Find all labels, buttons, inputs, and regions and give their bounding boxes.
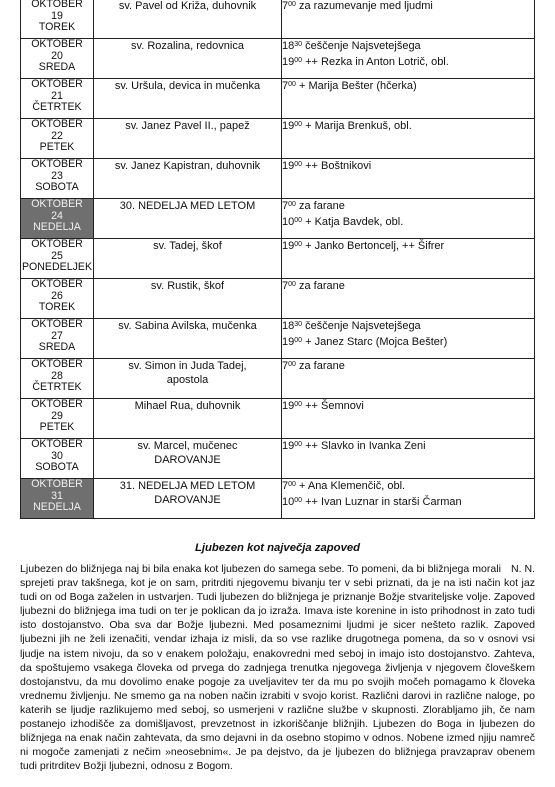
liturgical-day-line: Mihael Rua, duhovnik [134, 400, 241, 412]
mass-intention [282, 279, 534, 295]
schedule-row [21, 479, 535, 519]
liturgical-day-cell [94, 319, 282, 359]
mass-intention-text: za farane [298, 360, 345, 372]
schedule-row [21, 359, 535, 399]
mass-hour: 19 [282, 120, 295, 132]
liturgical-day-line: 30. NEDELJA MED LETOM [119, 200, 256, 212]
mass-intentions-cell [282, 439, 535, 479]
mass-minutes: 00 [288, 201, 296, 208]
date-day: 22 [51, 129, 63, 142]
date-day: 20 [51, 49, 63, 62]
date-weekday: SOBOTA [35, 461, 79, 474]
schedule-row [21, 239, 535, 279]
liturgical-day-line: sv. Janez Kapistran, duhovnik [114, 160, 261, 172]
article-body [20, 562, 535, 773]
mass-intention-text: ++ Rezka in Anton Lotrič, obl. [305, 55, 449, 68]
mass-minutes: 00 [294, 216, 303, 224]
mass-minutes: 00 [294, 241, 303, 248]
mass-intentions-cell [282, 119, 535, 159]
mass-minutes: 00 [288, 481, 296, 488]
mass-hour: 18 [282, 320, 295, 332]
mass-intentions-cell [282, 359, 535, 399]
schedule-row [21, 399, 535, 439]
date-cell [21, 319, 94, 359]
liturgical-day-line: sv. Simon in Juda Tadej, [128, 360, 247, 372]
liturgical-day-cell [94, 479, 282, 519]
date-weekday: ČETRTEK [32, 101, 82, 114]
mass-minutes: 00 [288, 1, 296, 8]
liturgical-day-cell [94, 359, 282, 399]
mass-minutes: 00 [294, 161, 303, 168]
schedule-row [21, 439, 535, 479]
date-weekday: NEDELJA [33, 501, 81, 514]
mass-minutes: 30 [294, 321, 303, 328]
liturgical-day-line: sv. Tadej, škof [153, 240, 222, 252]
mass-intentions-cell [282, 79, 535, 119]
liturgical-day-line: sv. Rozalina, redovnica [131, 40, 244, 52]
mass-intention [282, 199, 534, 215]
date-month: OKTOBER [31, 118, 83, 130]
mass-intention-text: za farane [298, 200, 345, 212]
date-month: OKTOBER [31, 78, 83, 90]
mass-intention-text: češčenje Najsvetejšega [305, 320, 421, 332]
date-month: OKTOBER [31, 478, 83, 490]
mass-intention [282, 119, 534, 135]
date-day: 25 [51, 249, 63, 262]
mass-minutes: 00 [288, 361, 296, 368]
date-day: 30 [51, 449, 63, 462]
mass-minutes: 00 [294, 496, 303, 504]
schedule-row [21, 39, 535, 79]
mass-hour: 18 [282, 40, 295, 52]
liturgical-day-line: sv. Uršula, devica in mučenka [114, 80, 261, 92]
date-day: 26 [51, 289, 63, 302]
mass-intentions-cell [282, 479, 535, 519]
mass-intention-text: ++ Ivan Luznar in starši Čarman [305, 495, 462, 508]
date-month: OKTOBER [31, 318, 83, 330]
date-cell [21, 159, 94, 199]
mass-minutes: 30 [294, 41, 303, 48]
mass-intentions-cell [282, 399, 535, 439]
mass-hour: 7 [282, 200, 289, 212]
date-cell [21, 79, 94, 119]
liturgical-day-cell [94, 0, 282, 39]
date-weekday: PONEDELJEK [21, 261, 93, 274]
mass-intention [282, 359, 534, 375]
mass-hour: 10 [282, 495, 295, 508]
mass-hour: 7 [282, 0, 289, 12]
date-weekday: TOREK [38, 21, 76, 34]
mass-minutes: 00 [294, 56, 303, 64]
article-signature: N. N. [510, 563, 535, 575]
mass-schedule-table [20, 0, 535, 519]
date-cell [21, 199, 94, 239]
mass-intention-text: češčenje Najsvetejšega [305, 40, 421, 52]
mass-hour: 19 [282, 335, 295, 348]
liturgical-day-cell [94, 239, 282, 279]
date-month: OKTOBER [31, 38, 83, 50]
date-month: OKTOBER [31, 278, 83, 290]
mass-intentions-cell [282, 199, 535, 239]
date-cell [21, 399, 94, 439]
mass-intentions-cell [282, 159, 535, 199]
mass-intention-text: ++ Boštnikovi [305, 160, 372, 172]
mass-intention [282, 319, 534, 335]
mass-intention-text: + Katja Bavdek, obl. [305, 215, 404, 228]
liturgical-day-line: sv. Janez Pavel II., papež [125, 120, 250, 132]
mass-intentions-cell [282, 239, 535, 279]
date-month: OKTOBER [31, 158, 83, 170]
mass-intentions-cell [282, 279, 535, 319]
mass-intention [282, 399, 534, 415]
schedule-row [21, 319, 535, 359]
mass-minutes: 00 [288, 281, 296, 288]
mass-hour: 10 [282, 215, 295, 228]
mass-intentions-cell [282, 319, 535, 359]
liturgical-day-cell [94, 79, 282, 119]
liturgical-day-line: sv. Rustik, škof [150, 280, 225, 292]
mass-intention-text: + Janez Starc (Mojca Bešter) [305, 335, 448, 348]
liturgical-day-line: sv. Sabina Avilska, mučenka [118, 320, 257, 332]
date-weekday: SREDA [38, 341, 76, 354]
schedule-row [21, 79, 535, 119]
date-weekday: PETEK [39, 141, 75, 154]
mass-intention [282, 335, 534, 351]
date-month: OKTOBER [31, 358, 83, 370]
liturgical-day-line: sv. Pavel od Križa, duhovnik [118, 0, 257, 12]
date-weekday: ČETRTEK [32, 381, 82, 394]
mass-minutes: 00 [294, 336, 303, 344]
mass-intention-text: + Marija Bešter (hčerka) [298, 80, 417, 92]
liturgical-day-cell [94, 279, 282, 319]
mass-intention [282, 479, 534, 495]
mass-intention [282, 55, 534, 71]
mass-minutes: 00 [294, 401, 303, 408]
mass-hour: 7 [282, 80, 289, 92]
date-day: 29 [51, 409, 63, 422]
liturgical-day-cell [94, 399, 282, 439]
mass-intentions-cell [282, 39, 535, 79]
liturgical-day-cell [94, 119, 282, 159]
date-weekday: SREDA [38, 61, 76, 74]
mass-hour: 19 [282, 400, 295, 412]
date-day: 28 [51, 369, 63, 382]
liturgical-day-cell [94, 199, 282, 239]
mass-intention-text: za farane [298, 280, 345, 292]
liturgical-day-line: DAROVANJE [154, 454, 221, 466]
article-text: Ljubezen do bližnjega naj bi bila enaka kot ljubezen do samega sebe. To pomeni, da bi bližnjega morali sprejeti prav takšnega, kot je on sam, pritrditi njegovemu bivanju ter v sebi priznati, da je na isti način kot jaz tudi on od Boga zaželen in ustvarjen. Tudi ljubezen do bližnjega je priznanje Božje stvariteljske volje. Zapoved ljubezni do bližnjega ima tudi on ter je poklican da jo izraža. Imava iste korenine in isto prihodnost in zato tudi isto dostojanstvo. Oba sva dar Božje ljubezni. Med posameznimi ljudmi je sicer nešteto razlik. Zapoved ljubezni jih ne želi izenačiti, vendar izhaja iz misli, da so vse razlike drugotnega pomena, da so v osnovi vsi ljudje na istem nivoju, da so v enakem položaju, enakovredni med seboj in imajo isto dostojanstvo. Zahteva, da spoštujemo vsakega človeka od prvega do zadnjega trenutka njegovega življenja v njegovem človeškem dostojanstvu, da mu dovolimo enake pogoje za uveljavitev ter da mu po svojih močeh pomagamo k človeka vrednemu življenju. Ne smemo ga na noben način izrabiti v svojo korist. Različni darovi in različne naloge, po katerih se ljudje razlikujemo med seboj, so usmerjeni v različne službe v skupnosti. Zlorabljamo jih, če nam postanejo izhodišče za domišljavost, prevzetnost in izkoriščanje bližnjih. Ljubezen do Boga in ljubezen do bližnjega na enak način zahtevata, da smo dejavni in da osebno stopimo v odnos. Nobene izmed njiju namreč ni mogoče zamenjati z nečim »neosebnim«. Je pa dejstvo, da je ljubezen do bližnjega pravzaprav obenem tudi pritrditev Božji ljubezni, odnosu z Bogom. [20, 563, 535, 773]
date-cell [21, 439, 94, 479]
date-day: 23 [51, 169, 63, 182]
schedule-row [21, 119, 535, 159]
date-month: OKTOBER [31, 238, 83, 250]
date-weekday: SOBOTA [35, 181, 79, 194]
mass-intention [282, 39, 534, 55]
schedule-row [21, 279, 535, 319]
schedule-row [21, 199, 535, 239]
date-cell [21, 39, 94, 79]
mass-hour: 7 [282, 360, 289, 372]
date-weekday: NEDELJA [33, 221, 81, 234]
article-title: Ljubezen kot največja zapoved [194, 542, 361, 554]
mass-intention [282, 159, 534, 175]
mass-intentions-cell [282, 0, 535, 39]
liturgical-day-line: apostola [166, 374, 209, 386]
mass-intention-text: + Marija Brenkuš, obl. [305, 120, 412, 132]
date-cell [21, 119, 94, 159]
date-day: 21 [51, 89, 63, 102]
date-cell [21, 0, 94, 39]
mass-intention-text: ++ Slavko in Ivanka Zeni [305, 440, 426, 452]
liturgical-day-cell [94, 39, 282, 79]
date-day: 27 [51, 329, 63, 342]
mass-intention-text: ++ Šemnovi [305, 400, 364, 412]
date-day: 24 [51, 209, 63, 222]
date-cell [21, 279, 94, 319]
mass-minutes: 00 [294, 441, 303, 448]
date-weekday: TOREK [38, 301, 76, 314]
mass-intention [282, 239, 534, 255]
liturgical-day-line: DAROVANJE [154, 494, 221, 506]
mass-intention-text: za razumevanje med ljudmi [298, 0, 433, 12]
date-cell [21, 359, 94, 399]
date-weekday: PETEK [39, 421, 75, 434]
date-day: 31 [51, 489, 63, 502]
mass-minutes: 00 [288, 81, 296, 88]
date-month: OKTOBER [31, 438, 83, 450]
mass-intention [282, 0, 534, 15]
date-month: OKTOBER [31, 198, 83, 210]
schedule-row [21, 159, 535, 199]
mass-hour: 7 [282, 280, 289, 292]
mass-hour: 7 [282, 480, 289, 492]
mass-intention-text: + Ana Klemenčič, obl. [298, 480, 406, 492]
liturgical-day-line: 31. NEDELJA MED LETOM [119, 480, 256, 492]
mass-hour: 19 [282, 160, 295, 172]
liturgical-day-cell [94, 439, 282, 479]
schedule-row [21, 0, 535, 39]
date-cell [21, 479, 94, 519]
mass-intention [282, 79, 534, 95]
mass-intention [282, 439, 534, 455]
liturgical-day-cell [94, 159, 282, 199]
mass-hour: 19 [282, 240, 295, 252]
liturgical-day-line: sv. Marcel, mučenec [137, 440, 238, 452]
date-day: 19 [51, 9, 63, 22]
mass-hour: 19 [282, 55, 295, 68]
mass-intention [282, 215, 534, 231]
mass-hour: 19 [282, 440, 295, 452]
date-cell [21, 239, 94, 279]
date-month: OKTOBER [31, 398, 83, 410]
mass-minutes: 00 [294, 121, 303, 128]
mass-intention-text: + Janko Bertoncelj, ++ Šifrer [305, 240, 445, 252]
mass-intention [282, 495, 534, 511]
date-month: OKTOBER [31, 0, 83, 10]
